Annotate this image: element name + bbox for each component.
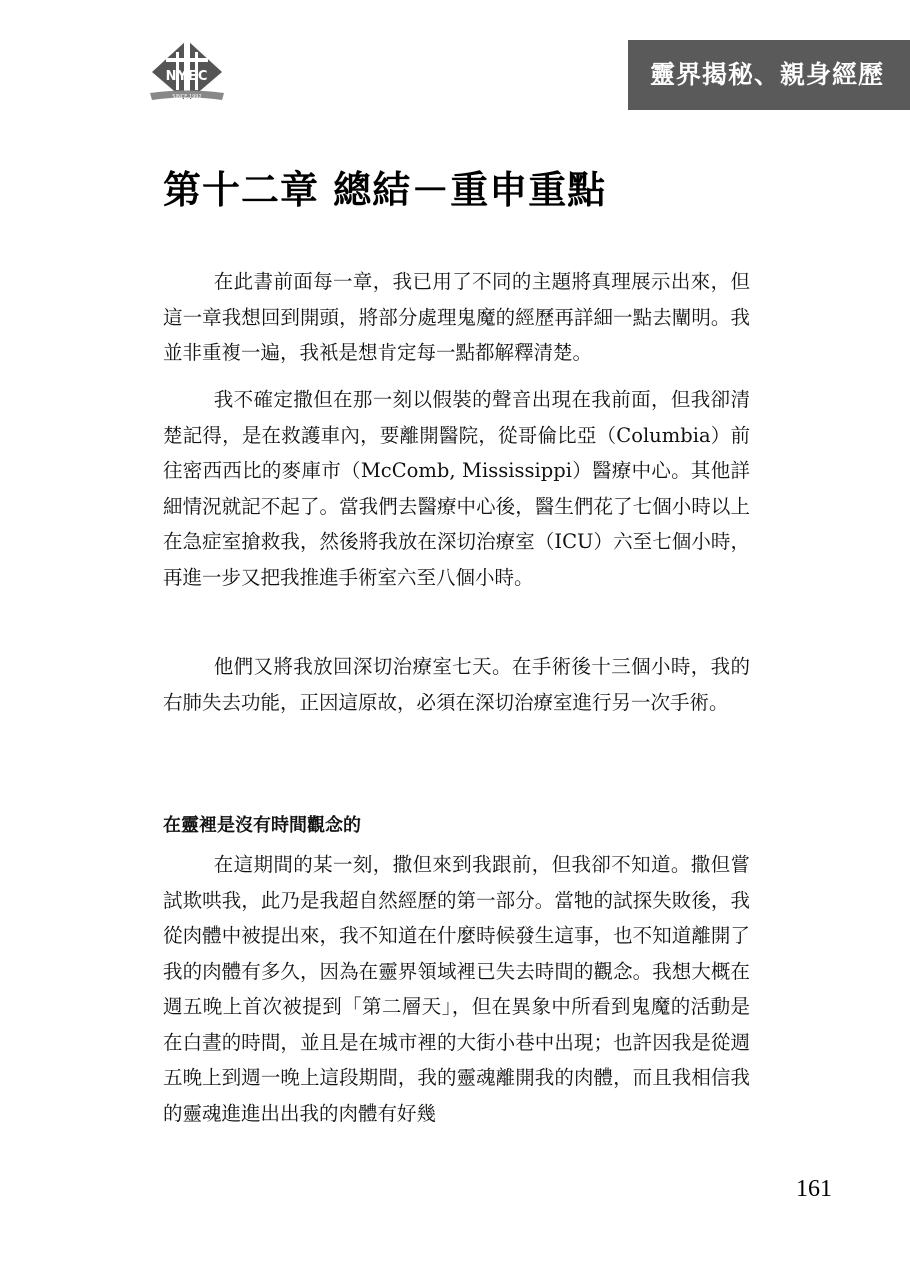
nyec-logo-icon	[148, 38, 226, 108]
paragraph-2: 我不確定撒但在那一刻以假裝的聲音出現在我前面，但我卻清楚記得，是在救護車內，要離開醫院，從哥倫比亞（Columbia）前往密西西比的麥庫市（McComb, Mississippi）醫療中心。其他詳細情況就記不起了。當我們去醫療中心後，醫生們花了七個小時以上在急症室搶救我，然後將我放在深切治療室（ICU）六至七個小時，再進一步又把我推進手術室六至八個小時。	[163, 388, 750, 589]
paragraph-3: 他們又將我放回深切治療室七天。在手術後十三個小時，我的右肺失去功能，正因這原故，必須在深切治療室進行另一次手術。	[163, 655, 750, 714]
page-number: 161	[796, 1176, 832, 1202]
chapter-title: 第十二章 總結－重申重點	[163, 168, 607, 212]
book-title-header: 靈界揭秘、親身經歷	[628, 40, 910, 110]
paragraph-1: 在此書前面每一章，我已用了不同的主題將真理展示出來，但這一章我想回到開頭，將部分處理鬼魔的經歷再詳細一點去闡明。我並非重複一遍，我衹是想肯定每一點都解釋清楚。	[163, 270, 750, 364]
logo-tagline: SINCE 1992	[172, 94, 202, 100]
publisher-logo	[148, 38, 226, 108]
logo-text: NYEC	[165, 69, 209, 84]
section-paragraph: 在這期間的某一刻，撒但來到我跟前，但我卻不知道。撒但嘗試欺哄我，此乃是我超自然經歷的第一部分。當牠的試探失敗後，我從肉體中被提出來，我不知道在什麼時候發生這事，也不知道離開了我的肉體有多久，因為在靈界領域裡已失去時間的觀念。我想大概在週五晚上首次被提到「第二層天」，但在異象中所看到鬼魔的活動是在白晝的時間，並且是在城市裡的大街小巷中出現；也許因我是從週五晚上到週一晚上這段期間，我的靈魂離開我的肉體，而且我相信我的靈魂進進出出我的肉體有好幾	[163, 853, 750, 1125]
section-heading: 在靈裡是沒有時間觀念的	[163, 815, 361, 836]
